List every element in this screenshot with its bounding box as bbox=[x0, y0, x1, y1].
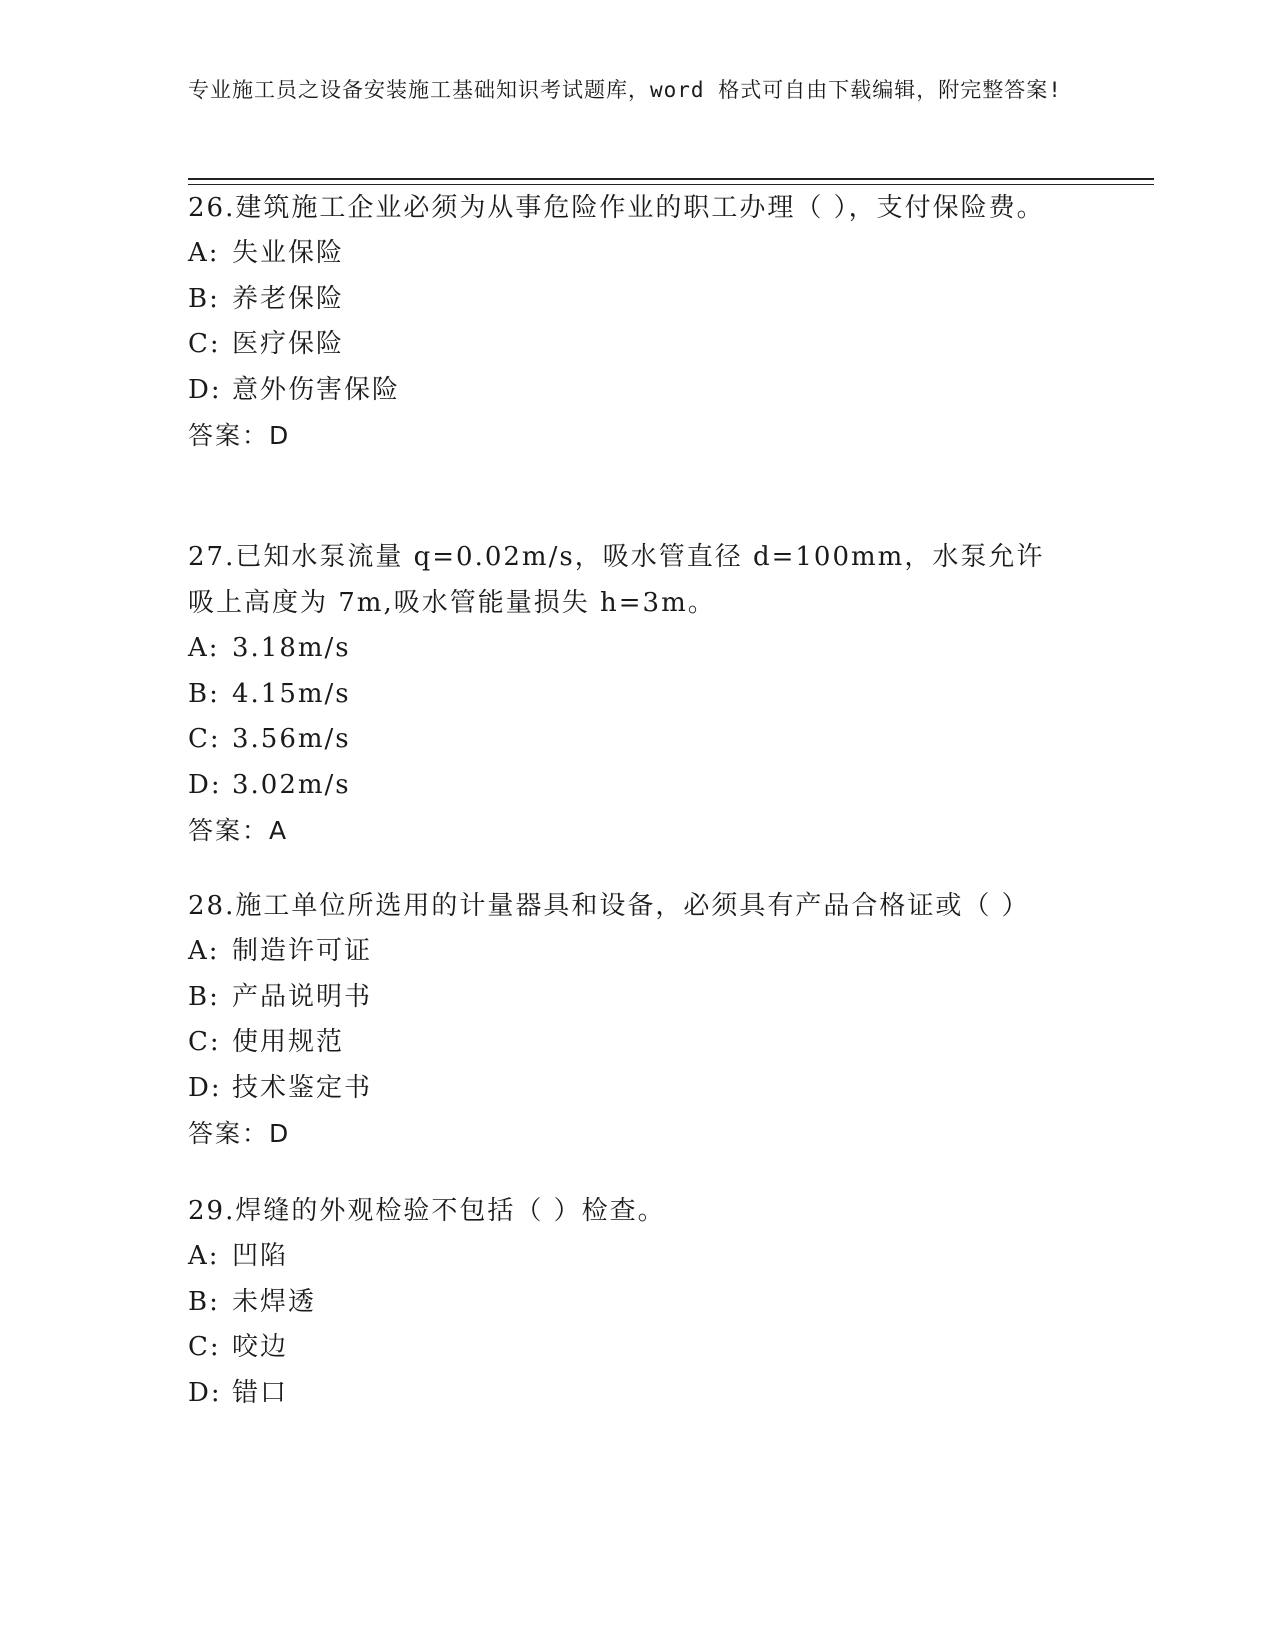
option-text: 制造许可证 bbox=[232, 936, 373, 966]
option-c bbox=[188, 1020, 1088, 1066]
option-d bbox=[188, 1066, 1088, 1112]
option-text: 错口 bbox=[232, 1377, 289, 1408]
option-key: A: bbox=[188, 936, 220, 966]
option-c bbox=[188, 717, 1088, 763]
option-text: 3.56m/s bbox=[232, 724, 351, 754]
option-text: 4.15m/s bbox=[232, 678, 351, 709]
option-key: C: bbox=[188, 1332, 221, 1362]
option-text: 使用规范 bbox=[232, 1027, 345, 1057]
question-stem: 26.建筑施工企业必须为从事危险作业的职工办理（ ），支付保险费。 bbox=[188, 193, 1045, 223]
option-text: 医疗保险 bbox=[232, 329, 345, 359]
option-a bbox=[188, 626, 1088, 672]
option-d bbox=[188, 1371, 1088, 1417]
question-stem: 29.焊缝的外观检验不包括（ ）检查。 bbox=[188, 1196, 666, 1226]
question-26 bbox=[188, 185, 1088, 458]
option-key: C: bbox=[188, 1027, 221, 1057]
document-header: 专业施工员之设备安装施工基础知识考试题库，word 格式可自由下载编辑，附完整答案! bbox=[188, 78, 1062, 102]
option-text: 未焊透 bbox=[232, 1286, 317, 1317]
question-28 bbox=[188, 883, 1088, 1156]
option-c bbox=[188, 322, 1088, 368]
option-key: B: bbox=[188, 678, 220, 709]
option-a bbox=[188, 929, 1088, 975]
answer-label: 答案：D bbox=[188, 1119, 291, 1148]
option-key: C: bbox=[188, 329, 221, 359]
option-b bbox=[188, 1280, 1088, 1326]
option-text: 失业保险 bbox=[232, 238, 345, 268]
option-d bbox=[188, 763, 1088, 809]
option-text: 凹陷 bbox=[232, 1241, 289, 1271]
option-text: 咬边 bbox=[232, 1332, 289, 1362]
option-a bbox=[188, 1234, 1088, 1280]
question-27 bbox=[188, 534, 1088, 853]
option-key: D: bbox=[188, 1377, 222, 1408]
question-29 bbox=[188, 1188, 1088, 1416]
question-stem: 28.施工单位所选用的计量器具和设备，必须具有产品合格证或（ ） bbox=[188, 891, 1030, 921]
option-a bbox=[188, 231, 1088, 277]
answer-label: 答案：A bbox=[188, 816, 289, 845]
option-text: 技术鉴定书 bbox=[232, 1072, 373, 1103]
option-key: A: bbox=[188, 1241, 220, 1271]
option-key: D: bbox=[188, 769, 222, 800]
option-key: C: bbox=[188, 724, 221, 754]
option-key: B: bbox=[188, 283, 220, 314]
option-b bbox=[188, 975, 1088, 1021]
option-key: A: bbox=[188, 238, 220, 268]
option-text: 养老保险 bbox=[232, 283, 345, 314]
option-key: D: bbox=[188, 1072, 222, 1103]
option-text: 3.18m/s bbox=[232, 633, 351, 663]
option-b bbox=[188, 277, 1088, 323]
option-c bbox=[188, 1325, 1088, 1371]
option-text: 意外伤害保险 bbox=[232, 374, 401, 405]
option-text: 3.02m/s bbox=[232, 769, 351, 800]
answer-label: 答案：D bbox=[188, 421, 291, 450]
option-key: B: bbox=[188, 981, 220, 1012]
question-stem: 27.已知水泵流量 q=0.02m/s，吸水管直径 d=100mm，水泵允许吸上高度为 7m,吸水管能量损失 h=3m。 bbox=[188, 542, 1045, 618]
option-d bbox=[188, 368, 1088, 414]
option-text: 产品说明书 bbox=[232, 981, 373, 1012]
option-key: B: bbox=[188, 1286, 220, 1317]
header-divider-thick bbox=[188, 178, 1154, 180]
option-key: A: bbox=[188, 633, 220, 663]
option-b bbox=[188, 672, 1088, 718]
option-key: D: bbox=[188, 374, 222, 405]
